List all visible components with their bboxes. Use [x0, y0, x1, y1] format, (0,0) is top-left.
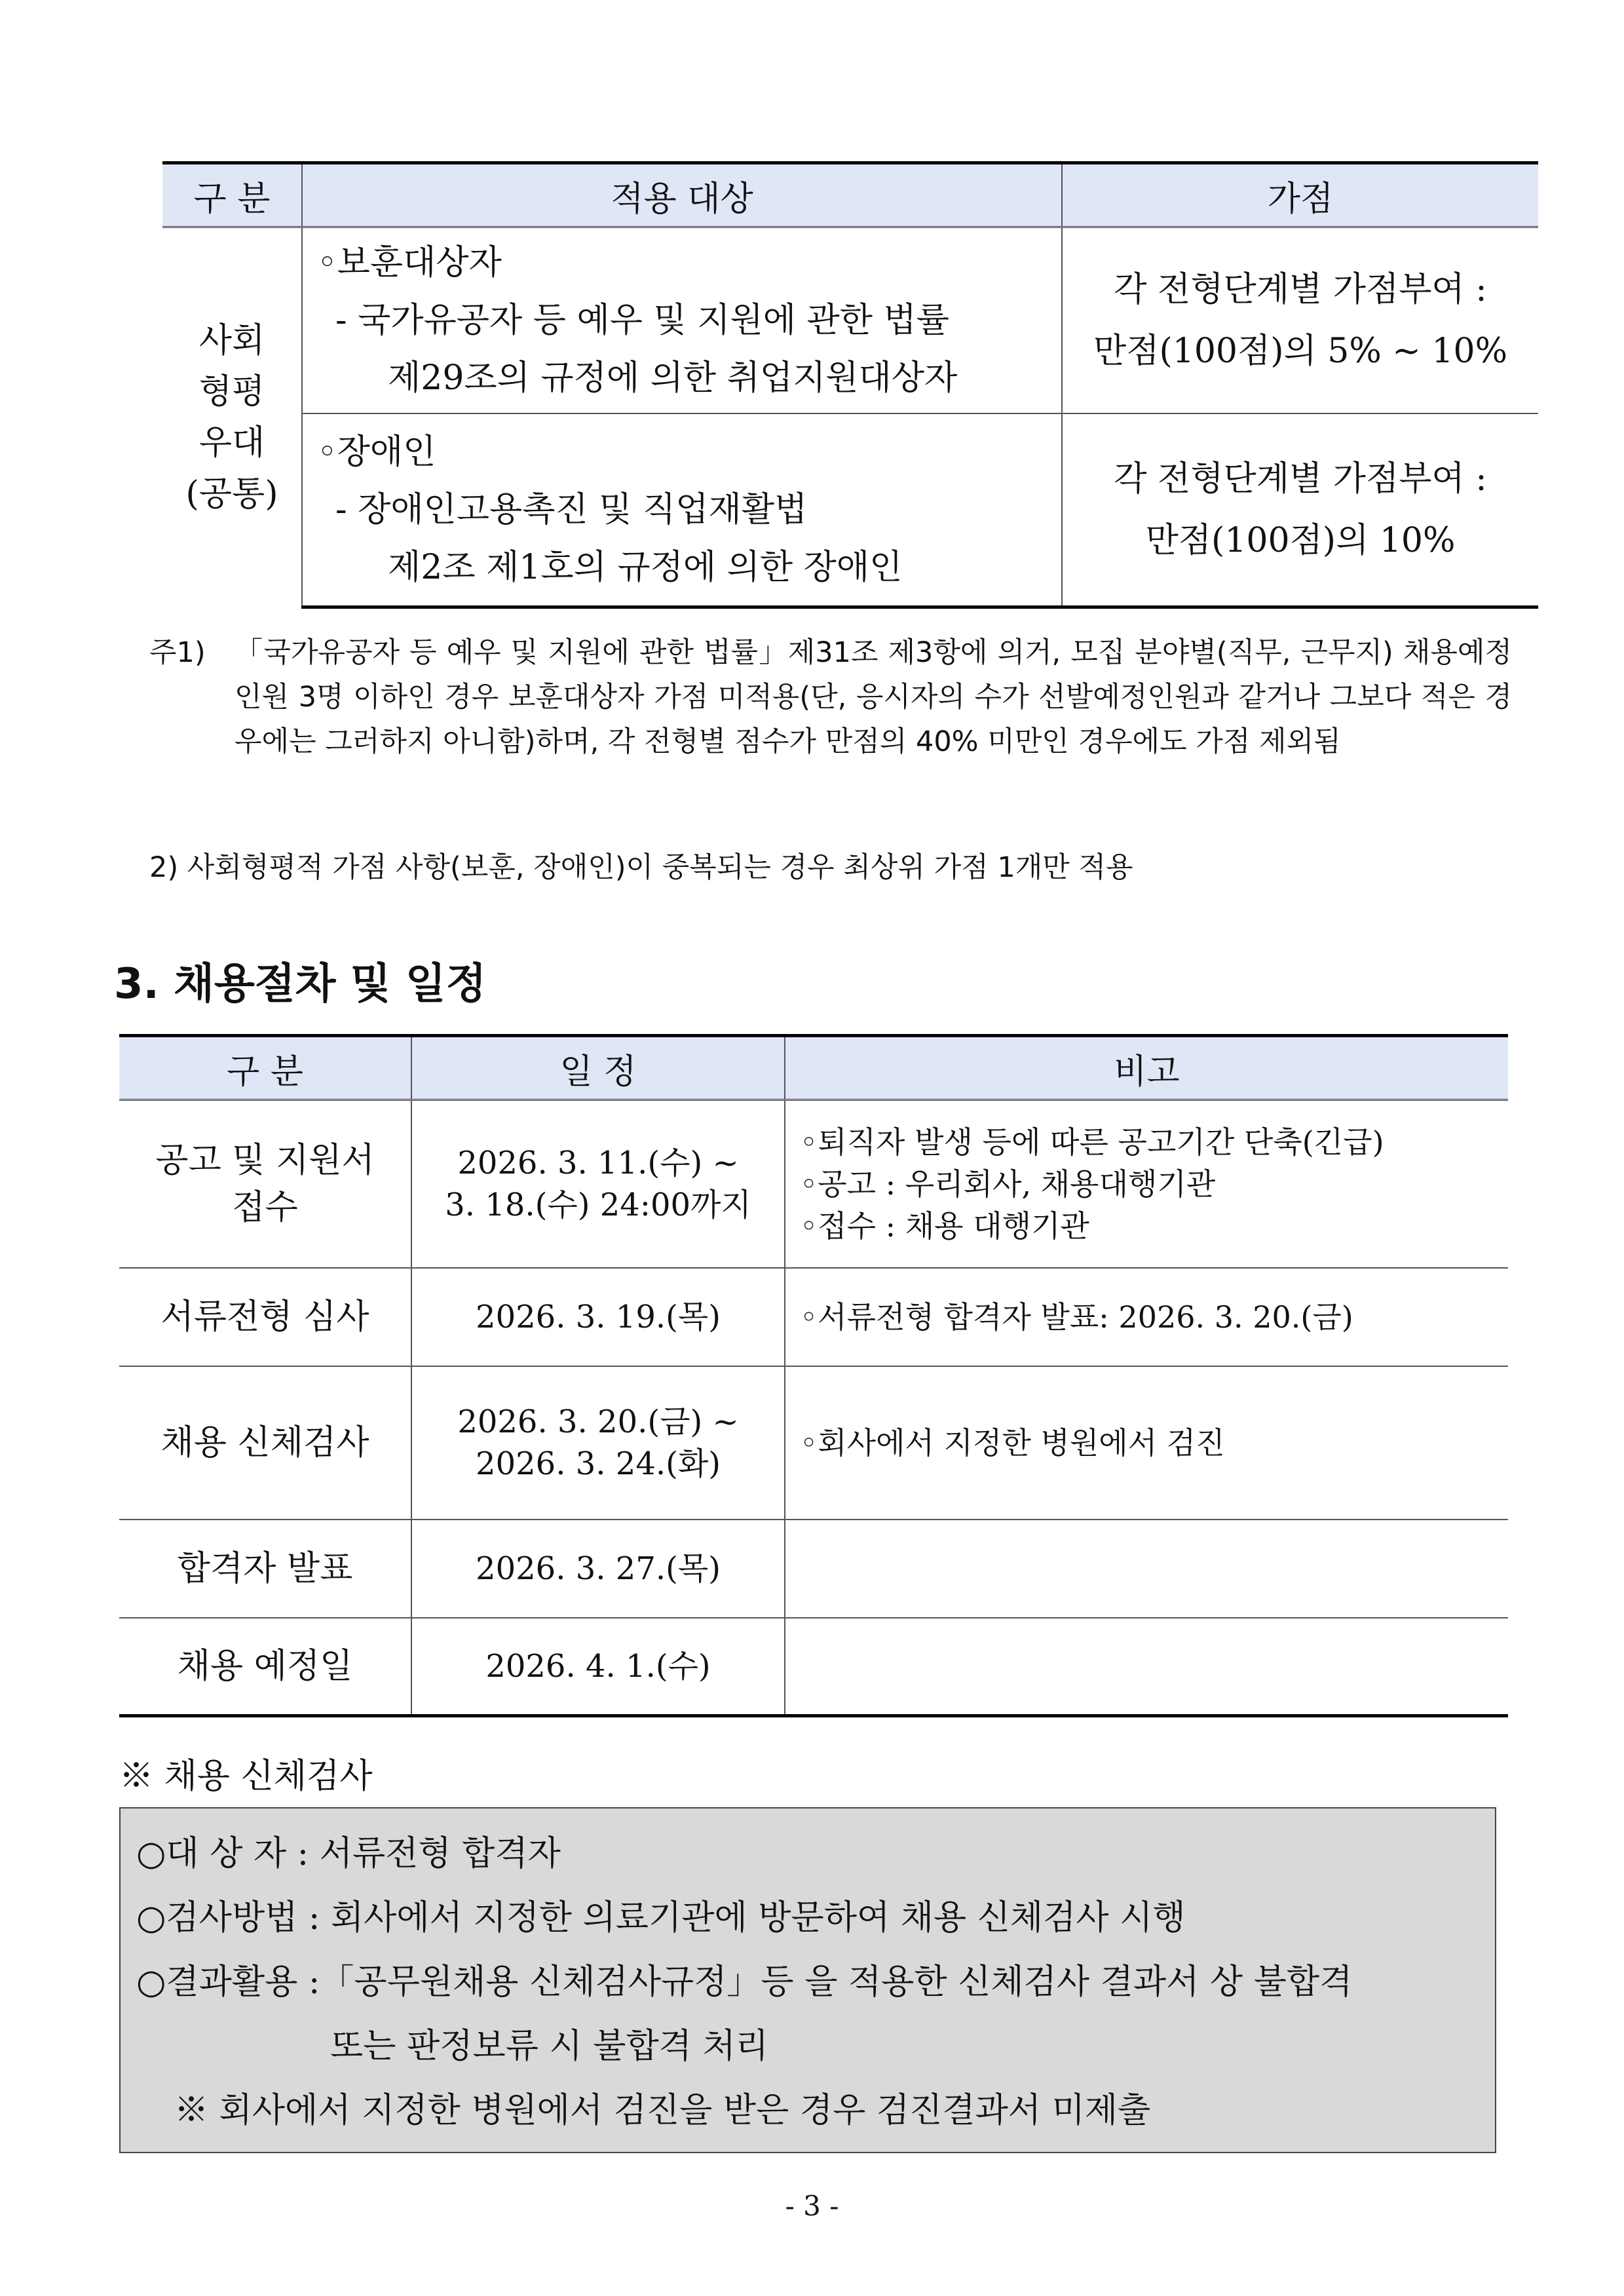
health-check-line: 또는 판정보류 시 불합격 처리 — [330, 2027, 768, 2066]
schedule-cell: 2026. 3. 27.(목) — [411, 1520, 785, 1618]
table-row — [162, 227, 1538, 413]
table-row — [119, 1520, 1508, 1618]
remark-line: ◦공고 : 우리회사, 채용대행기관 — [800, 1166, 1216, 1202]
points-cell — [1062, 227, 1538, 413]
table-header-row — [162, 163, 1538, 227]
schedule-cell: 2026. 4. 1.(수) — [411, 1618, 785, 1716]
schedule-cell — [411, 1366, 785, 1520]
health-check-title: ※ 채용 신체검사 — [119, 1757, 373, 1796]
step-cell: 합격자 발표 — [119, 1520, 411, 1618]
table-row — [119, 1100, 1508, 1268]
step-cell: 채용 신체검사 — [119, 1366, 411, 1520]
points-line: 각 전형단계별 가점부여 : — [1114, 459, 1487, 499]
target-line: - 장애인고용촉진 및 직업재활법 — [335, 489, 808, 529]
step-line: 접수 — [232, 1187, 298, 1227]
health-check-line: ○검사방법 : 회사에서 지정한 의료기관에 방문하여 채용 신체검사 시행 — [136, 1898, 1186, 1938]
remarks-cell — [785, 1100, 1508, 1268]
header-category: 구 분 — [162, 163, 302, 227]
footnote-1 — [149, 630, 1512, 764]
header-points: 가점 — [1062, 163, 1538, 227]
table-row — [119, 1366, 1508, 1520]
table-row — [119, 1618, 1508, 1716]
remark-line: ◦접수 : 채용 대행기관 — [800, 1208, 1089, 1244]
date-line: 3. 18.(수) 24:00까지 — [445, 1186, 751, 1223]
health-check-line: ○대 상 자 : 서류전형 합격자 — [136, 1834, 561, 1873]
target-title: ◦보훈대상자 — [317, 242, 502, 282]
header-step: 구 분 — [119, 1036, 411, 1100]
schedule-table — [119, 1034, 1508, 1717]
table-row — [162, 413, 1538, 607]
points-line: 만점(100점)의 5% ~ 10% — [1093, 331, 1507, 371]
header-target: 적용 대상 — [302, 163, 1062, 227]
health-check-box — [119, 1807, 1496, 2153]
table-row — [119, 1268, 1508, 1366]
category-line: 형평 — [198, 372, 265, 412]
date-line: 2026. 3. 24.(화) — [476, 1445, 721, 1482]
target-line: 제2조 제1호의 규정에 의한 장애인 — [388, 547, 903, 587]
step-line: 공고 및 지원서 — [155, 1140, 375, 1180]
page-number: - 3 - — [785, 2190, 839, 2222]
points-line: 만점(100점)의 10% — [1145, 520, 1456, 560]
category-line: (공통) — [185, 474, 278, 514]
target-title: ◦장애인 — [317, 432, 436, 472]
target-cell — [302, 413, 1062, 607]
health-check-line: ○결과활용 :「공무원채용 신체검사규정」등 을 적용한 신체검사 결과서 상 불합격 — [136, 1962, 1353, 2002]
date-line: 2026. 3. 11.(수) ~ — [457, 1144, 739, 1181]
footnote-text: 「국가유공자 등 예우 및 지원에 관한 법률」제31조 제3항에 의거, 모집 분야별(직무, 근무지) 채용예정인원 3명 이하인 경우 보훈대상자 가점 미적용(단, 응시자의 수가 선발예정인원과 같거나 그보다 적은 경우에는 그러하지 아니함)하며, 각 전형별 점수가 만점의 40% 미만인 경우에도 가점 제외됨 — [235, 636, 1512, 758]
footnote-2: 2) 사회형평적 가점 사항(보훈, 장애인)이 중복되는 경우 최상위 가점 1개만 적용 — [149, 851, 1133, 884]
target-line: - 국가유공자 등 예우 및 지원에 관한 법률 — [335, 300, 949, 340]
section-title: 3. 채용절차 및 일정 — [114, 960, 487, 1008]
table-header-row — [119, 1036, 1508, 1100]
step-cell — [119, 1100, 411, 1268]
remarks-cell: ◦회사에서 지정한 병원에서 검진 — [785, 1366, 1508, 1520]
schedule-cell: 2026. 3. 19.(목) — [411, 1268, 785, 1366]
header-remarks: 비고 — [785, 1036, 1508, 1100]
remarks-cell: ◦서류전형 합격자 발표: 2026. 3. 20.(금) — [785, 1268, 1508, 1366]
category-line: 우대 — [198, 423, 265, 463]
category-cell — [162, 227, 302, 607]
date-line: 2026. 3. 20.(금) ~ — [457, 1403, 739, 1440]
target-cell — [302, 227, 1062, 413]
step-cell: 채용 예정일 — [119, 1618, 411, 1716]
step-cell: 서류전형 심사 — [119, 1268, 411, 1366]
remarks-cell — [785, 1520, 1508, 1618]
category-line: 사회 — [198, 321, 265, 361]
header-schedule: 일 정 — [411, 1036, 785, 1100]
remarks-cell — [785, 1618, 1508, 1716]
schedule-cell — [411, 1100, 785, 1268]
target-line: 제29조의 규정에 의한 취업지원대상자 — [388, 358, 958, 398]
points-line: 각 전형단계별 가점부여 : — [1114, 269, 1487, 309]
social-equity-bonus-table — [162, 161, 1538, 609]
health-check-warning: ※ 회사에서 지정한 병원에서 검진을 받은 경우 검진결과서 미제출 — [174, 2091, 1151, 2130]
footnote-label: 주1) — [149, 636, 206, 669]
points-cell — [1062, 413, 1538, 607]
remark-line: ◦퇴직자 발생 등에 따른 공고기간 단축(긴급) — [800, 1124, 1384, 1160]
